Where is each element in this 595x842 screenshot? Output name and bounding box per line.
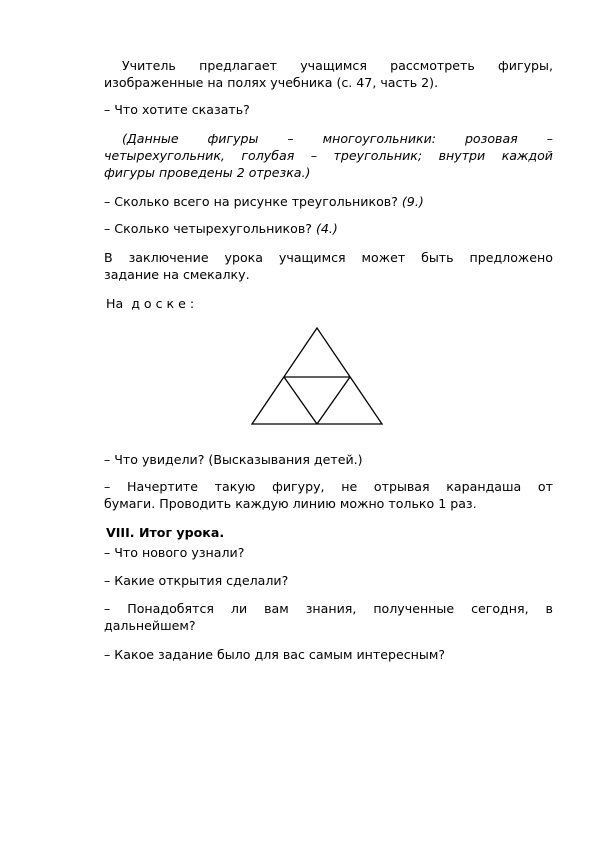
word: многоугольники: (322, 131, 437, 146)
word: от (537, 479, 553, 494)
word: Понадобятся (127, 601, 214, 616)
word: внутри (438, 148, 486, 163)
word: ли (230, 601, 248, 616)
question-what-seen: – Что увидели? (Высказывания детей.) (104, 452, 363, 467)
paragraph-1-line-2: изображенные на полях учебника (с. 47, часть 2). (104, 75, 439, 90)
word: треугольник; (333, 148, 423, 163)
word: в (545, 601, 553, 616)
answer-figures-line-3: фигуры проведены 2 отрезка.) (104, 165, 311, 180)
word: предлагает (199, 58, 277, 73)
answer-figures-line-1 (122, 131, 553, 147)
word: фигуры, (498, 58, 553, 73)
word: урока (224, 250, 263, 265)
question-knowledge-line-1 (104, 601, 553, 617)
inner-left-line (284, 377, 317, 424)
word: карандаша (446, 479, 522, 494)
outer-triangle (252, 328, 382, 424)
question-quadrilaterals-count (104, 221, 553, 237)
word: рассмотреть (390, 58, 475, 73)
word: учащимся (300, 58, 367, 73)
question-what-new: – Что нового узнали? (104, 545, 245, 560)
word: (Данные (122, 131, 179, 146)
word: Начертите (126, 479, 198, 494)
question-knowledge-line-2: дальнейшем? (104, 618, 196, 633)
paragraph-2-line-2: задание на смекалку. (104, 267, 250, 282)
inner-right-line (317, 377, 350, 424)
triangle-figure (250, 326, 384, 428)
question-discoveries: – Какие открытия сделали? (104, 573, 289, 588)
word: знания, (305, 601, 357, 616)
word: – (104, 479, 111, 494)
word: В (104, 250, 113, 265)
word: такую (214, 479, 256, 494)
word: не (341, 479, 358, 494)
word: – (546, 131, 553, 146)
word: быть (421, 250, 454, 265)
question-text: – Сколько всего на рисунке треугольников? (104, 194, 402, 209)
word: полученные (373, 601, 455, 616)
word: отрывая (373, 479, 430, 494)
word: фигуры (207, 131, 259, 146)
word: предложено (469, 250, 553, 265)
question-most-interesting: – Какое задание было для вас самым интересным? (104, 647, 446, 662)
answer-figures-line-2 (104, 148, 553, 164)
answer-value: (9.) (401, 194, 424, 209)
word: фигуру, (272, 479, 325, 494)
word: розовая (464, 131, 518, 146)
word: Учитель (122, 58, 176, 73)
word: голубая (241, 148, 295, 163)
question-triangles-count (104, 194, 553, 210)
word: может (361, 250, 406, 265)
word: вам (264, 601, 289, 616)
answer-value: (4.) (315, 221, 338, 236)
paragraph-3-line-2: бумаги. Проводить каждую линию можно только 1 раз. (104, 496, 477, 511)
word: четырехугольник, (104, 148, 225, 163)
paragraph-3-line-1 (104, 479, 553, 495)
word: – (310, 148, 318, 163)
question-what-to-say: – Что хотите сказать? (104, 102, 250, 117)
word: – (104, 601, 111, 616)
paragraph-1-line-1 (122, 58, 553, 74)
on-board-label: На доске: (106, 296, 195, 311)
section-heading: VIII. Итог урока. (106, 525, 225, 540)
word: заключение (128, 250, 209, 265)
word: учащимся (278, 250, 346, 265)
word: – (287, 131, 294, 146)
word: каждой (501, 148, 553, 163)
paragraph-2-line-1 (104, 250, 553, 266)
word: сегодня, (471, 601, 529, 616)
question-text: – Сколько четырехугольников? (104, 221, 316, 236)
